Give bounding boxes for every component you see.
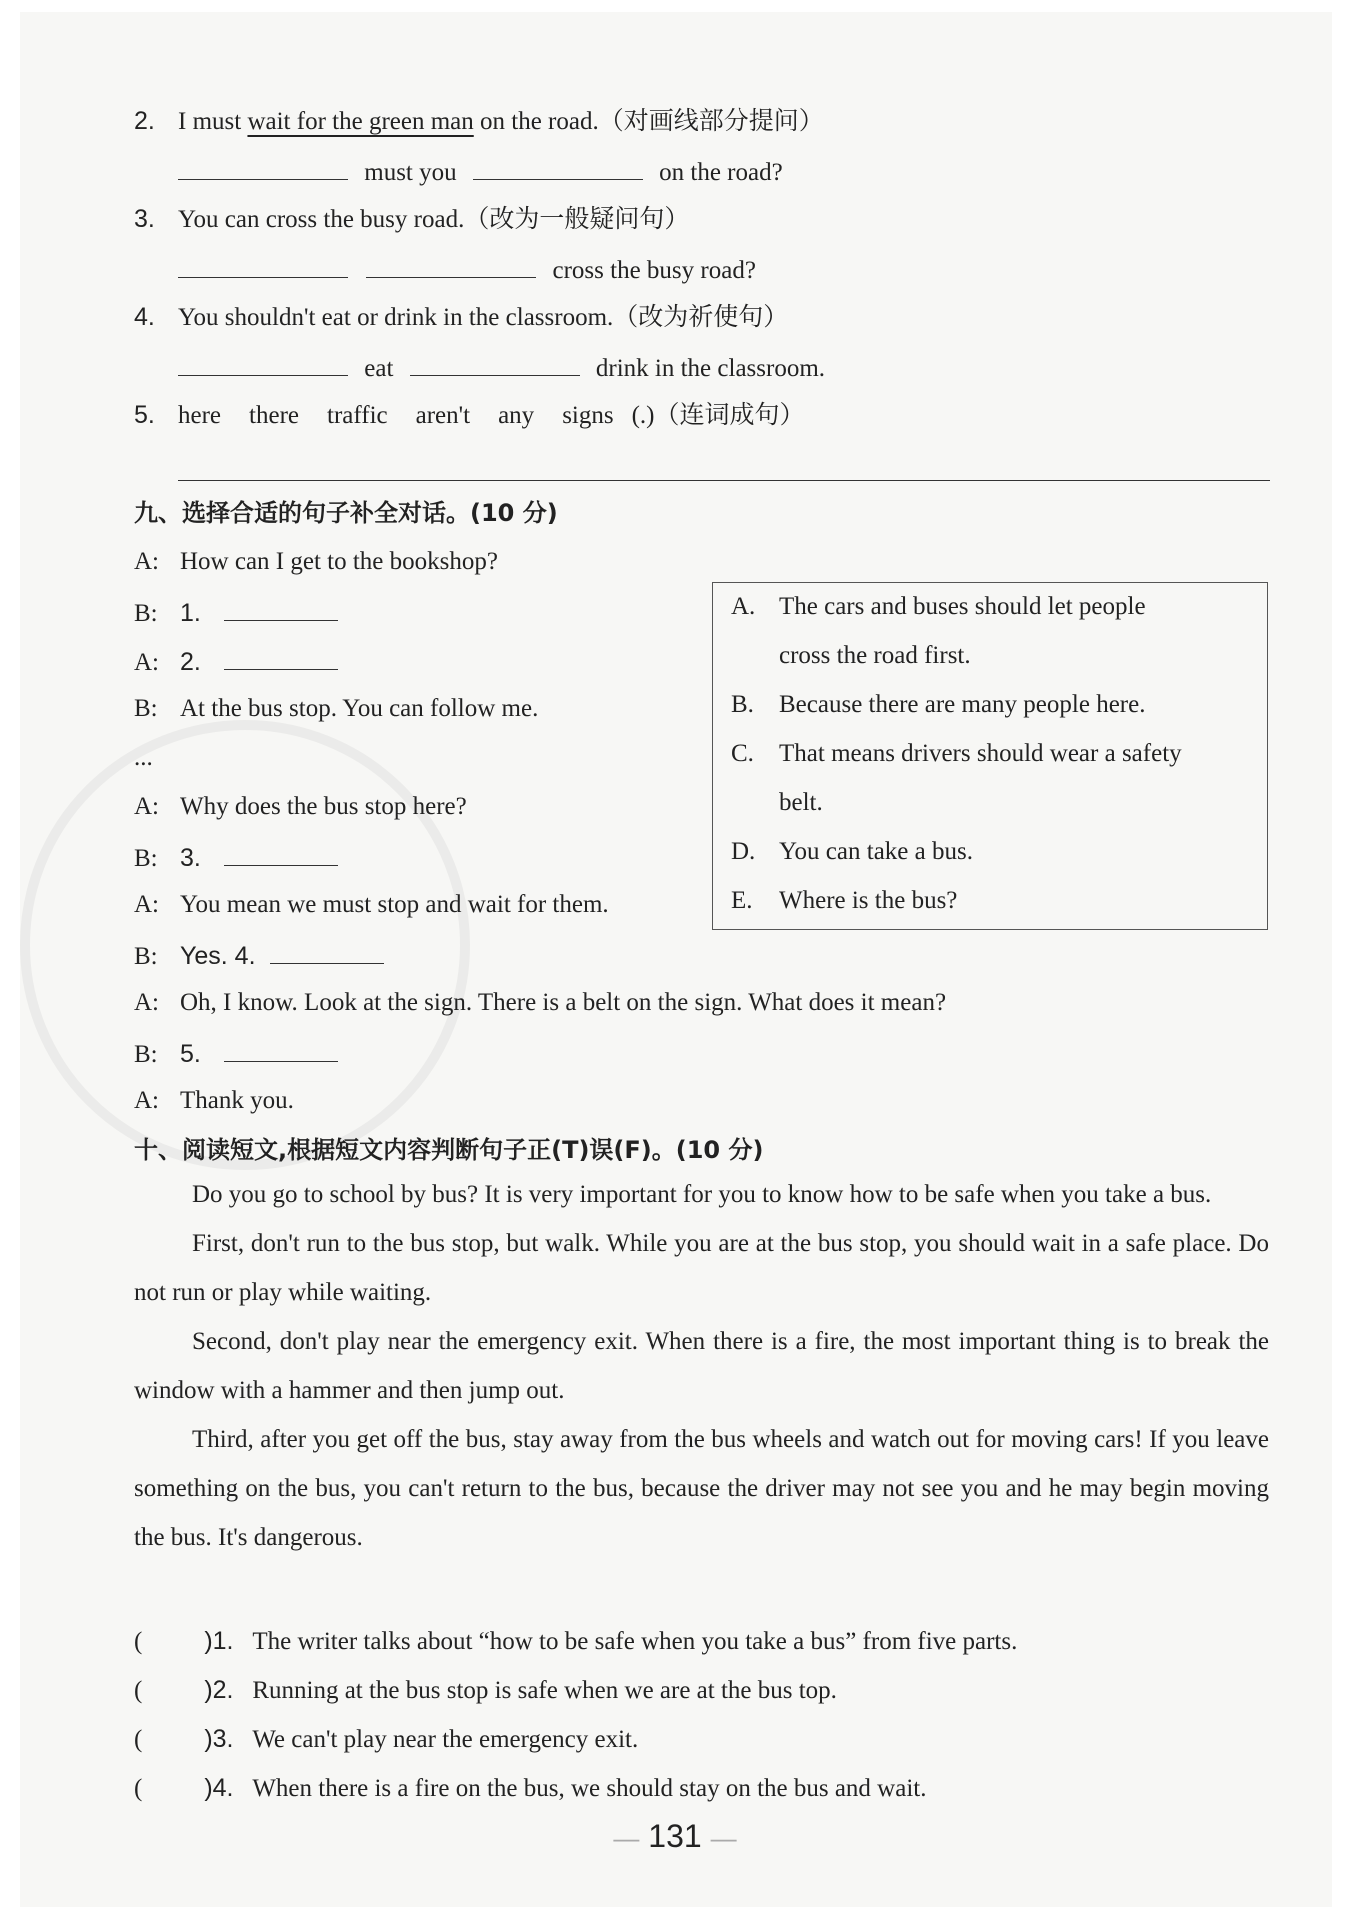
q8-item-2: 2. I must wait for the green man on the road.（对画线部分提问） <box>134 107 824 135</box>
q8-item-3-answer: cross the busy road? <box>178 253 756 286</box>
dialogue-line: A: Why does the bus stop here? <box>134 793 467 820</box>
paragraph: Second, don't play near the emergency exit. When there is a fire, the most important thing is to break the window with a hammer and then jump out. <box>134 1328 1269 1404</box>
dialogue-line: ... <box>134 744 153 771</box>
q8-item-3: 3. You can cross the busy road.（改为一般疑问句） <box>134 205 690 233</box>
page-number: — 131 — <box>613 1818 737 1854</box>
answer-blank[interactable] <box>224 1037 338 1062</box>
option-c: C. That means drivers should wear a safety <box>731 740 1182 767</box>
answer-blank[interactable] <box>224 596 338 621</box>
dialogue-line: B: 1. <box>134 596 338 629</box>
tf-statement: ( )4. When there is a fire on the bus, we should stay on the bus and wait. <box>134 1774 927 1802</box>
option-e: E. Where is the bus? <box>731 887 958 914</box>
tf-statement: ( )2. Running at the bus stop is safe when we are at the bus top. <box>134 1676 837 1704</box>
dialogue-line: A: Thank you. <box>134 1087 294 1114</box>
answer-blank[interactable] <box>410 351 580 376</box>
section-9-heading: 九、选择合适的句子补全对话。(10 分) <box>134 499 558 527</box>
dialogue-line: B: At the bus stop. You can follow me. <box>134 695 539 722</box>
answer-blank[interactable] <box>366 253 536 278</box>
dialogue-line: A: You mean we must stop and wait for them. <box>134 891 609 918</box>
q8-item-5: 5. here there traffic aren't any signs (.)（连词成句） <box>134 401 805 429</box>
q8-item-2-answer: must you on the road? <box>178 155 783 188</box>
answer-blank[interactable] <box>270 939 384 964</box>
option-a-cont: cross the road first. <box>779 642 971 669</box>
q8-item-4-answer: eat drink in the classroom. <box>178 351 825 384</box>
answer-line[interactable] <box>178 480 1270 481</box>
option-d: D. You can take a bus. <box>731 838 973 865</box>
tf-statement: ( )1. The writer talks about “how to be safe when you take a bus” from five parts. <box>134 1627 1018 1655</box>
dialogue-line: A: How can I get to the bookshop? <box>134 548 498 575</box>
answer-blank[interactable] <box>178 253 348 278</box>
dialogue-line: B: Yes. 4. <box>134 939 384 972</box>
paragraph: Third, after you get off the bus, stay away from the bus wheels and watch out for moving cars! If you leave something on the bus, you can't return to the bus, because the driver may not see you and he may begin moving the bus. It's dangerous. <box>134 1426 1269 1551</box>
answer-blank[interactable] <box>178 155 348 180</box>
option-a: A. The cars and buses should let people <box>731 593 1146 620</box>
answer-blank[interactable] <box>178 351 348 376</box>
dialogue-line: A: Oh, I know. Look at the sign. There is a belt on the sign. What does it mean? <box>134 989 947 1016</box>
section-10-heading: 十、阅读短文,根据短文内容判断句子正(T)误(F)。(10 分) <box>134 1136 764 1164</box>
answer-blank[interactable] <box>473 155 643 180</box>
dialogue-line: B: 5. <box>134 1037 338 1070</box>
option-c-cont: belt. <box>779 789 823 816</box>
dialogue-line: A: 2. <box>134 645 338 678</box>
answer-blank[interactable] <box>224 645 338 670</box>
tf-statement: ( )3. We can't play near the emergency exit. <box>134 1725 639 1753</box>
dialogue-line: B: 3. <box>134 841 338 874</box>
paragraph: Do you go to school by bus? It is very important for you to know how to be safe when you take a bus. <box>192 1181 1212 1208</box>
q8-item-4: 4. You shouldn't eat or drink in the classroom.（改为祈使句） <box>134 303 789 331</box>
options-box <box>712 582 1268 930</box>
reading-passage <box>134 1170 1269 1562</box>
paragraph: First, don't run to the bus stop, but walk. While you are at the bus stop, you should wait in a safe place. Do not run or play while waiting. <box>134 1230 1269 1306</box>
option-b: B. Because there are many people here. <box>731 691 1146 718</box>
answer-blank[interactable] <box>224 841 338 866</box>
underlined-phrase: wait for the green man <box>247 108 474 135</box>
